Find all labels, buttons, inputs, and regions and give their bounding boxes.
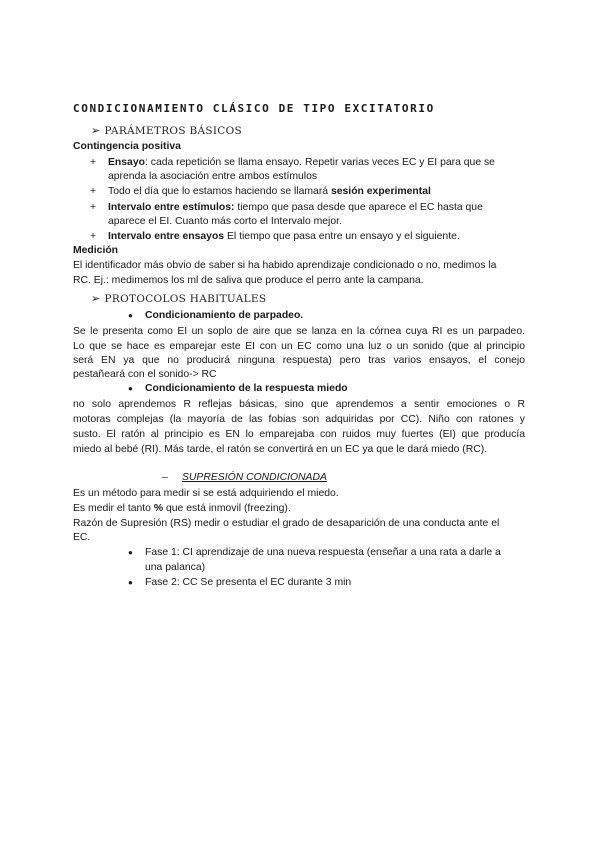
fase-1-continuation: una palanca)	[145, 562, 206, 573]
list-item-ensayo	[108, 156, 495, 170]
plus-icon: +	[90, 157, 97, 168]
list-item-bold: Ensayo	[108, 157, 145, 168]
list-item-sesion	[108, 185, 431, 199]
plus-icon: +	[90, 186, 97, 197]
list-item-text: : cada repetición se llama ensayo. Repetir varias veces EC y EI para que se	[144, 157, 495, 168]
list-item-intervalo-estimulos	[108, 201, 483, 215]
medicion-text-2: RC. Ej.: medimemos los ml de saliva que produce el perro ante la campana.	[73, 275, 424, 286]
bullet-dot-icon: ●	[128, 384, 133, 393]
supresion-text-3: Razón de Supresión (RS) medir o estudiar el grado de desaparición de una conducta ante el	[73, 518, 500, 529]
parametros-heading-text: PARÁMETROS BÁSICOS	[104, 125, 243, 137]
supresion-text-2a: Es medir el tanto	[73, 503, 154, 514]
miedo-heading: Condicionamiento de la respuesta miedo	[145, 383, 348, 394]
list-item-text: El tiempo que pasa entre un ensayo y el siguiente.	[224, 231, 460, 242]
bullet-dot-icon: ●	[128, 311, 133, 320]
arrow-icon: ➢	[91, 124, 101, 137]
parpadeo-line: pestañeará con el sonido-> RC	[73, 369, 217, 380]
supresion-text-4: EC.	[73, 532, 91, 543]
supresion-text-1: Es un método para medir si se está adquiriendo el miedo.	[73, 488, 339, 499]
protocolos-heading-text: PROTOCOLOS HABITUALES	[104, 293, 267, 305]
section-heading-protocolos	[91, 292, 266, 306]
list-item-bold: sesión experimental	[330, 186, 431, 197]
list-item-continuation: aparece el EI. Cuanto más corto el Intervalo mejor.	[108, 216, 342, 227]
supresion-text-2c: que está inmovil (freezing).	[163, 503, 291, 514]
fase-1-text: Fase 1: CI aprendizaje de una nueva respuesta (enseñar a una rata a darle a	[145, 547, 501, 558]
list-item-bold: Intervalo entre ensayos	[108, 231, 225, 242]
bullet-dot-icon: ●	[128, 578, 133, 587]
fase-2-text: Fase 2: CC Se presenta el EC durante 3 min	[145, 577, 352, 588]
list-item-continuation: aprenda la asociación entre ambos estímulos	[108, 171, 318, 182]
miedo-line: motoras complejas (la mayoría de las fobias son adquiridas por CC). Niño con ratones y	[73, 414, 525, 425]
list-item-intervalo-ensayos	[108, 230, 460, 244]
list-item-text: tiempo que pasa desde que aparece el EC hasta que	[234, 202, 483, 213]
section-heading-parametros	[91, 124, 242, 138]
parpadeo-line: Se le presenta como EI un soplo de aire que se lanza en la córnea cuya RI es un parpadeo.	[73, 326, 525, 337]
medicion-text-1: El identificador más obvio de saber si ha habido aprendizaje condicionado o no, medimos la	[73, 260, 497, 271]
medicion-heading: Medición	[73, 245, 119, 256]
miedo-line: susto. El ratón al principio es EN lo emparejaba con ruidos muy fuertes (EI) que producía	[73, 429, 525, 440]
parpadeo-line: Lo que se hace es emparejar este EI con un EC como una luz o un sonido (que al principio	[73, 341, 525, 352]
page-title: CONDICIONAMIENTO CLÁSICO DE TIPO EXCITATORIO	[73, 102, 435, 115]
list-item-text: Todo el día que lo estamos haciendo se llamará	[108, 186, 331, 197]
dash-icon: –	[162, 472, 168, 483]
arrow-icon: ➢	[91, 292, 101, 305]
supresion-heading: SUPRESIÓN CONDICIONADA	[182, 472, 327, 483]
percent-symbol: %	[153, 503, 164, 514]
miedo-line: no solo aprendemos R reflejas básicas, sino que aprendemos a sentir emociones o R	[73, 399, 525, 410]
miedo-line: miedo al bebé (RI). Más tarde, el ratón se convertirá en un EC ya que le dará miedo (RC).	[73, 444, 488, 455]
list-item-bold: Intervalo entre estímulos:	[108, 202, 235, 213]
plus-icon: +	[90, 231, 97, 242]
plus-icon: +	[90, 202, 97, 213]
bullet-dot-icon: ●	[128, 548, 133, 557]
parpadeo-line: será EN ya que no producirá ninguna respuesta) pero tras varios ensayos, el conejo	[73, 355, 525, 366]
contingencia-heading: Contingencia positiva	[73, 141, 181, 152]
parpadeo-heading: Condicionamiento de parpadeo.	[145, 310, 304, 321]
supresion-text-2	[73, 502, 291, 516]
